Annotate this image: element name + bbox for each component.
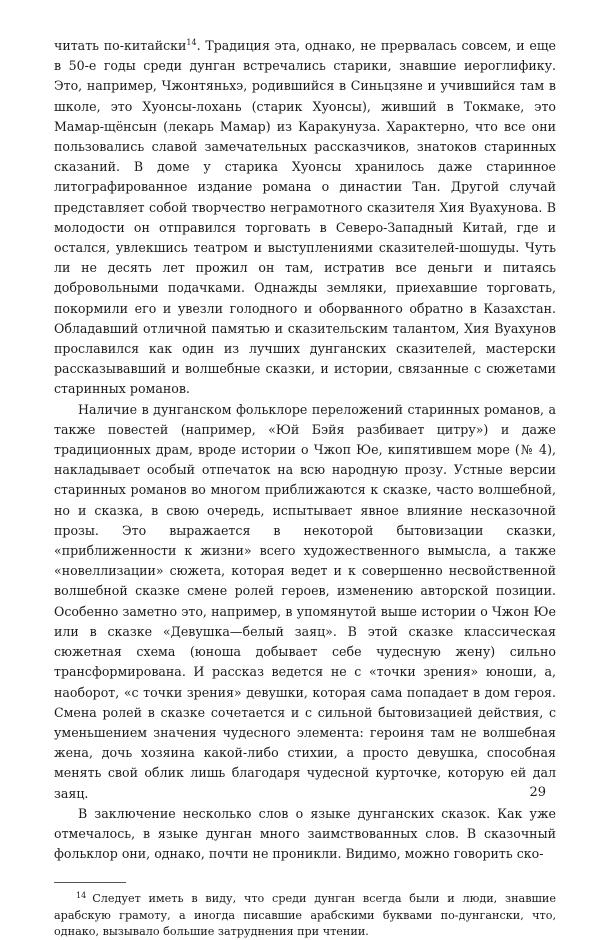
paragraph-1-rest: . Традиция эта, однако, не прервалась совсем, и еще в 50-е годы среди дунган встречались старики, знавшие иероглифику. Это, например, Чжонтяньхэ, родившийся в Синьцзяне и учившийся там в школе, это Хуонсы-лохань (старик Хуонсы), живший в Токмаке, это Мамар-щёнсын (лекарь Мамар) из Каракунуза. Характерно, что все они пользовались славой замечательных рассказчиков, знатоков старинных сказаний. В доме у старика Хуонсы хранилось даже старинное литографированное издание романа о династии Тан. Другой случай представляет собой творчество неграмотного сказителя Хия Вуахунова. В молодости он отправился торговать в Северо-Западный Китай, где и остался, увлекшись театром и выступлениями сказителей-шошуды. Чуть ли не десять лет прожил он там, истратив все деньги и питаясь добровольными подачками. Однажды земляки, приехавшие торговать, покормили его и увезли голодного и оборванного обратно в Казахстан. Обладавший отличной памятью и сказительским талантом, Хия Вуахунов прославился как один из лучших дунганских сказителей, мастерски рассказывавший и волшебные сказки, и истории, связанные с сюжетами старинных романов.	[54, 38, 556, 397]
footnote	[54, 891, 556, 940]
footnote-divider	[54, 882, 126, 883]
footnote-number: 14	[76, 891, 87, 901]
footnote-text: Следует иметь в виду, что среди дунган всегда были и люди, знавшие арабскую грамоту, а иногда писавшие арабскими буквами по-дунгански, что, однако, вызывало большие затруднения при чтении.	[54, 892, 556, 938]
page-content	[54, 36, 556, 940]
paragraph-3: В заключение несколько слов о языке дунганских сказок. Как уже отмечалось, в языке дунган много заимствованных слов. В сказочный фольклор они, однако, почти не проникли. Видимо, можно говорить ско-	[54, 805, 556, 862]
page-number: 29	[529, 785, 546, 800]
paragraph-1	[54, 36, 556, 400]
footnote-reference: 14	[186, 38, 197, 47]
paragraph-1-start: читать по-китайски	[54, 38, 187, 53]
paragraph-2: Наличие в дунганском фольклоре переложений старинных романов, а также повестей (например, «Юй Бэйя разбивает цитру») и даже традиционных драм, вроде истории о Чжоп Юе, кипятившем море (№ 4), накладывает особый отпечаток на всю народную прозу. Устные версии старинных романов во многом приближаются к сказке, часто волшебной, но и сказка, в свою очередь, испытывает явное влияние несказочной прозы. Это выражается в некоторой бытовизации сказки, «приближенности к жизни» всего художественного вымысла, а также «новеллизации» сюжета, которая ведет и к совершенно несвойственной волшебной сказке смене ролей героев, изменению авторской позиции. Особенно заметно это, например, в упомянутой выше истории о Чжон Юе или в сказке «Девушка—белый заяц». В этой сказке классическая сюжетная схема (юноша добывает себе чудесную жену) сильно трансформирована. И рассказ ведется не с «точки зрения» юноши, а, наоборот, «с точки зрения» девушки, которая сама попадает в дом героя. Смена ролей в сказке сочетается и с сильной бытовизацией действия, с уменьшением значения чудесного элемента: героиня там не волшебная жена, дочь хозяина какой-либо стихии, а просто девушка, способная менять свой облик лишь благодаря чудесной курточке, которую ей дал заяц.	[54, 401, 556, 801]
